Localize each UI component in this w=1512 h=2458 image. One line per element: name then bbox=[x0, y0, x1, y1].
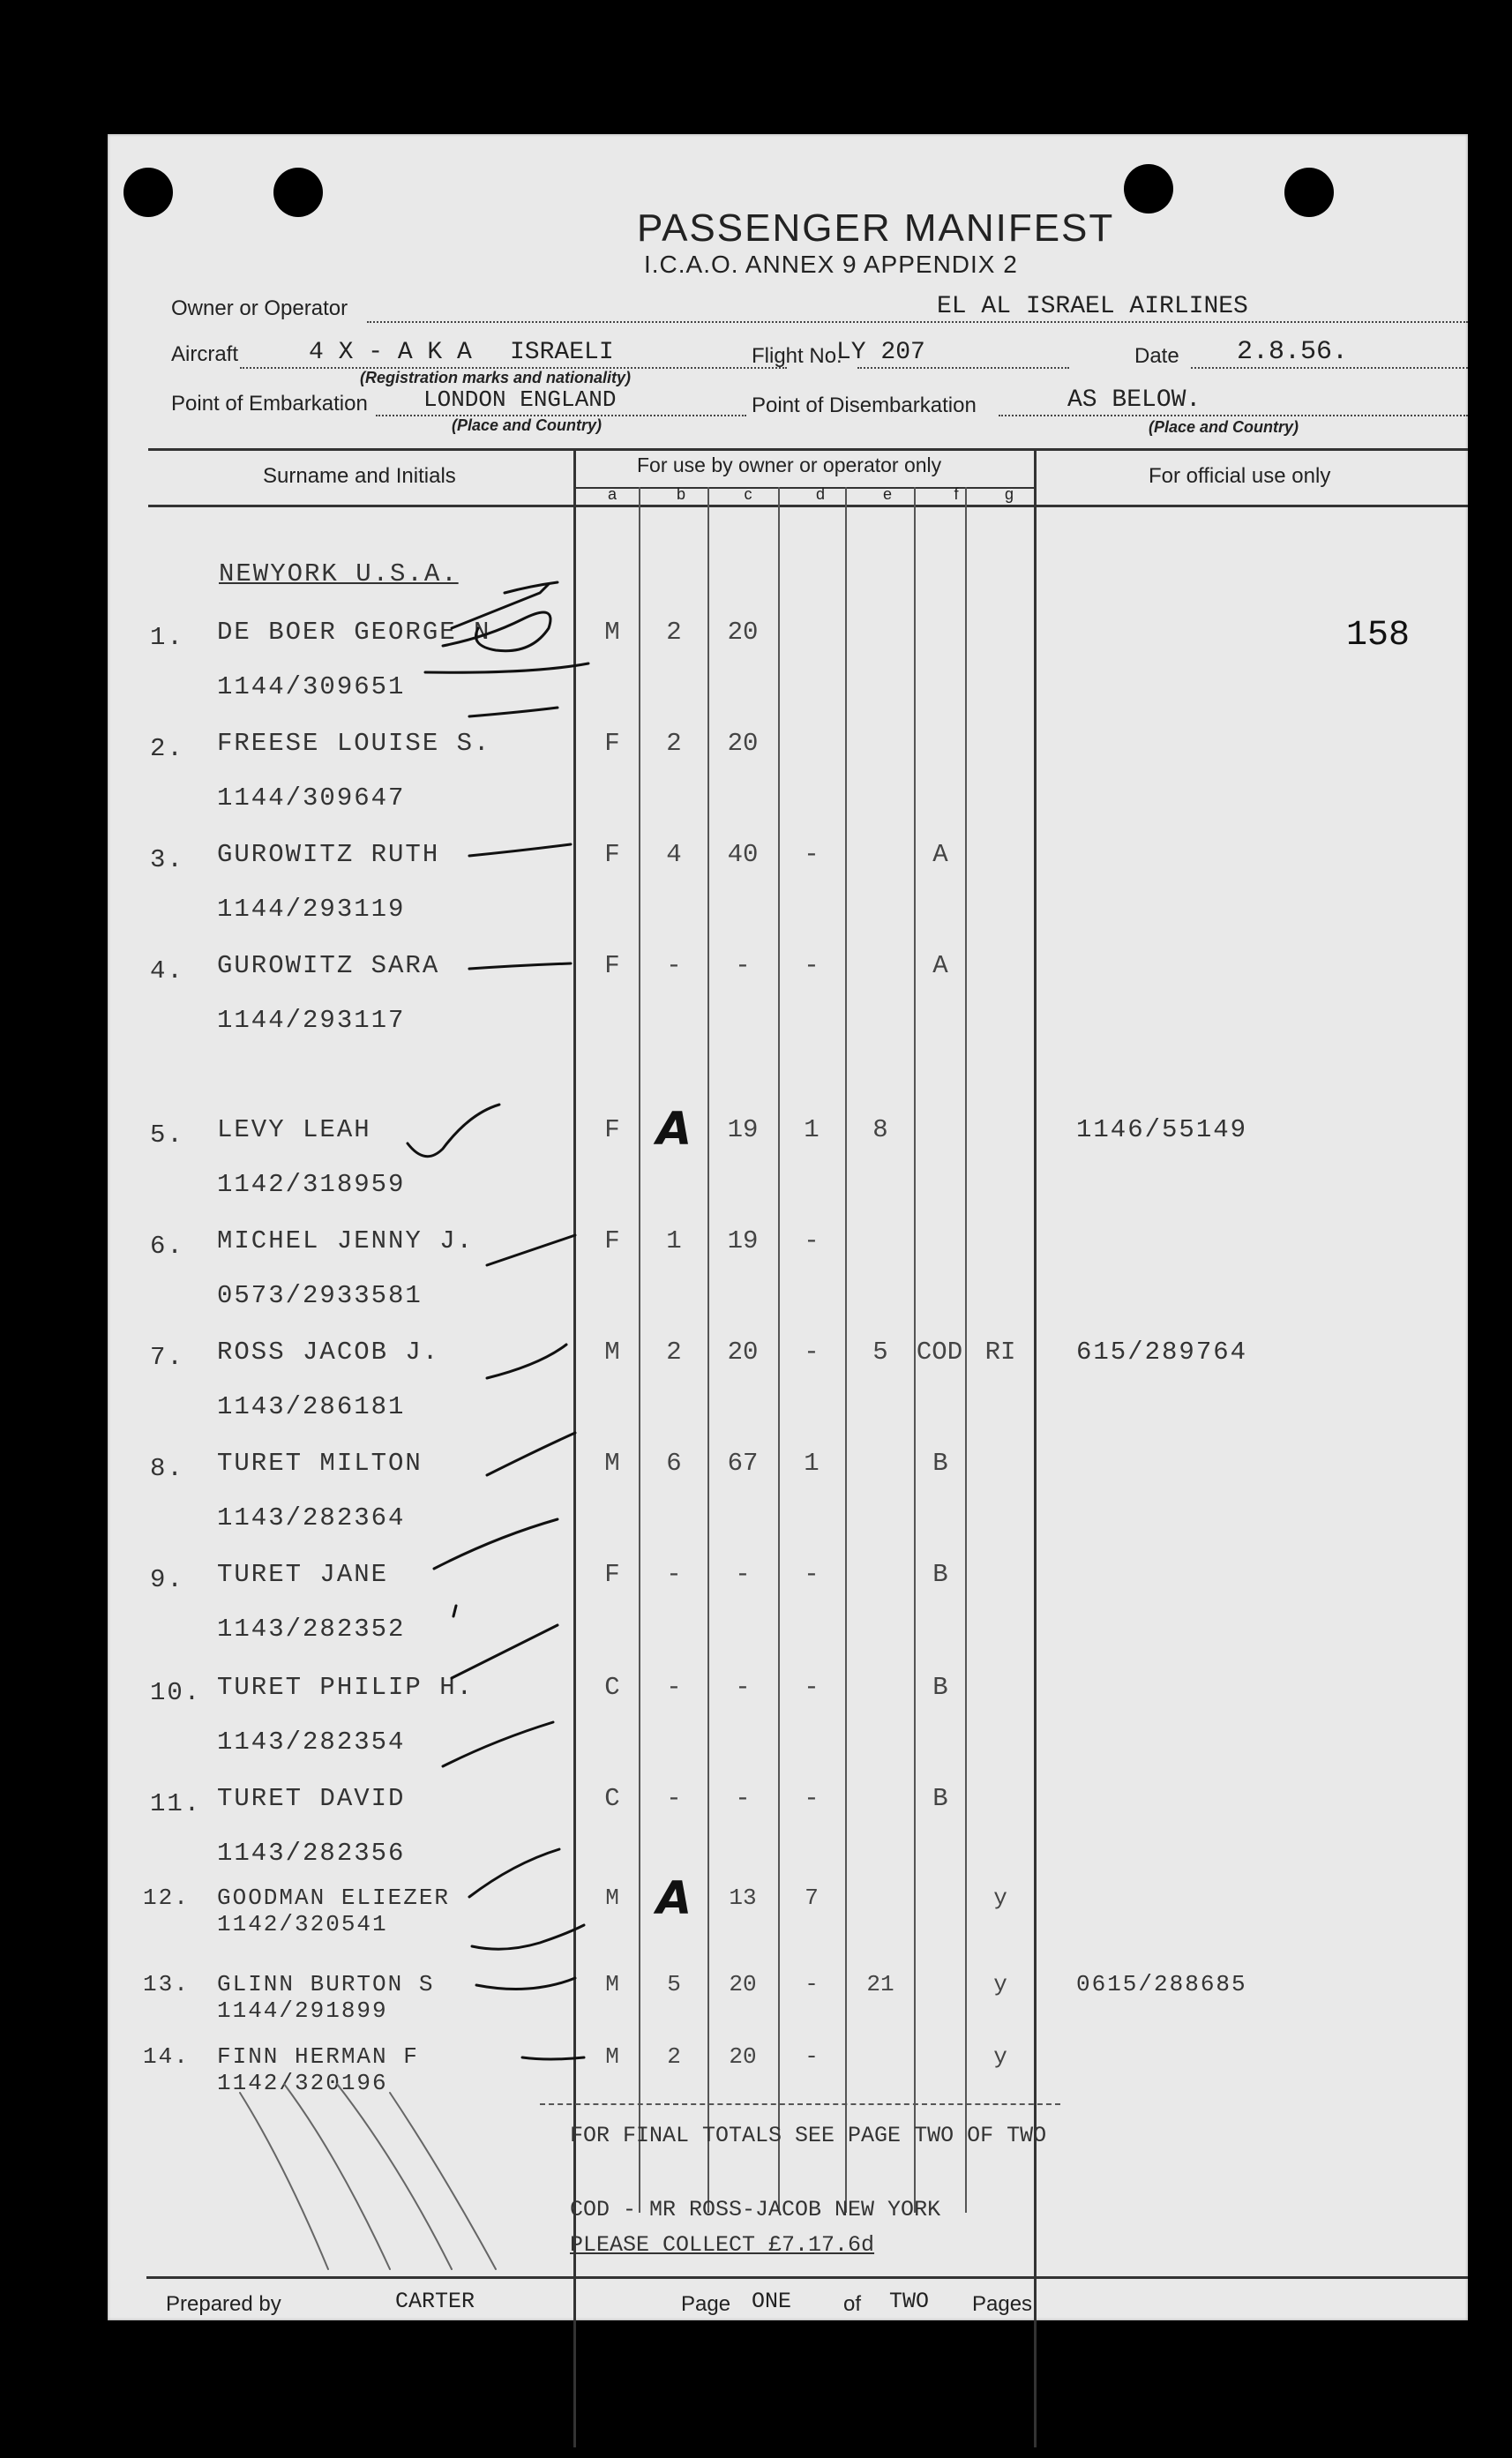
cell-f: A bbox=[932, 951, 948, 980]
cell-f: B bbox=[932, 1673, 948, 1702]
passenger-number: 11. bbox=[150, 1789, 202, 1818]
cell-c: 20 bbox=[727, 618, 759, 647]
cell-a: C bbox=[604, 1784, 620, 1813]
cell-d: - bbox=[804, 1673, 820, 1702]
cell-d: - bbox=[804, 951, 820, 980]
cell-a: M bbox=[604, 1338, 620, 1367]
cell-a: F bbox=[604, 840, 620, 869]
embarkation-value: LONDON ENGLAND bbox=[423, 386, 617, 413]
passenger-number: 1. bbox=[150, 623, 184, 652]
cell-c: 19 bbox=[727, 1115, 759, 1144]
cell-b: A bbox=[656, 1103, 692, 1156]
cell-f: B bbox=[932, 1449, 948, 1478]
disembarkation-label: Point of Disembarkation bbox=[752, 393, 977, 417]
passenger-name: MICHEL JENNY J. bbox=[217, 1226, 475, 1255]
cell-a: F bbox=[604, 729, 620, 758]
cell-b: - bbox=[666, 951, 682, 980]
passenger-number: 13. bbox=[143, 1971, 190, 1997]
ticket-number: 1144/309651 bbox=[217, 672, 406, 701]
passenger-name: TURET MILTON bbox=[217, 1449, 423, 1478]
collect-note: PLEASE COLLECT £7.17.6d bbox=[570, 2232, 875, 2258]
owner-value: EL AL ISRAEL AIRLINES bbox=[937, 293, 1248, 320]
ticket-number: 1144/291899 bbox=[217, 1997, 388, 2024]
page-number: 158 bbox=[1346, 616, 1411, 656]
footer-rule bbox=[146, 2276, 1468, 2279]
date-label: Date bbox=[1134, 344, 1179, 368]
cell-e: 5 bbox=[872, 1338, 888, 1367]
ticket-number: 1144/309647 bbox=[217, 783, 406, 813]
passenger-name: FREESE LOUISE S. bbox=[217, 729, 491, 758]
cell-b: A bbox=[656, 1872, 692, 1925]
cell-e: 8 bbox=[872, 1115, 888, 1144]
place-note-right: (Place and Country) bbox=[1149, 418, 1299, 436]
punch-hole-2 bbox=[273, 168, 323, 217]
page-label: Page bbox=[681, 2292, 731, 2316]
cell-b: 2 bbox=[666, 729, 682, 758]
cell-c: 40 bbox=[727, 840, 759, 869]
cell-c: 20 bbox=[727, 729, 759, 758]
cod-note: COD - MR ROSS-JACOB NEW YORK bbox=[570, 2197, 941, 2222]
passenger-number: 3. bbox=[150, 845, 184, 874]
passenger-name: GLINN BURTON S bbox=[217, 1971, 435, 1997]
cell-d: - bbox=[805, 2043, 819, 2070]
table-top-rule bbox=[148, 448, 1468, 451]
surname-header: Surname and Initials bbox=[263, 464, 456, 488]
flight-value: LY 207 bbox=[836, 339, 925, 366]
passenger-name: TURET PHILIP H. bbox=[217, 1673, 475, 1702]
cell-a: F bbox=[604, 1560, 620, 1589]
cell-c: 20 bbox=[729, 1971, 757, 1997]
cell-f: B bbox=[932, 1784, 948, 1813]
flight-label: Flight No. bbox=[752, 344, 842, 368]
passenger-number: 14. bbox=[143, 2043, 190, 2070]
of-label: of bbox=[843, 2292, 862, 2316]
cell-c: 20 bbox=[727, 1338, 759, 1367]
col-e-header: e bbox=[882, 485, 892, 503]
cell-g: y bbox=[993, 1971, 1007, 1997]
owner-use-header: For use by owner or operator only bbox=[637, 453, 942, 476]
col-g-header: g bbox=[1004, 485, 1014, 503]
ticket-number: 1143/282354 bbox=[217, 1727, 406, 1757]
cell-b: 4 bbox=[666, 840, 682, 869]
cell-d: - bbox=[805, 1971, 819, 1997]
cell-a: M bbox=[604, 618, 620, 647]
passenger-number: 9. bbox=[150, 1565, 184, 1594]
disembarkation-value: AS BELOW. bbox=[1067, 386, 1201, 414]
cell-d: 1 bbox=[804, 1115, 820, 1144]
col-c-header: c bbox=[744, 485, 752, 503]
passenger-name: LEVY LEAH bbox=[217, 1115, 371, 1144]
ticket-number: 1142/320541 bbox=[217, 1911, 388, 1937]
passenger-name: ROSS JACOB J. bbox=[217, 1338, 440, 1367]
passenger-number: 2. bbox=[150, 734, 184, 763]
cell-c: 67 bbox=[727, 1449, 759, 1478]
page-title: PASSENGER MANIFEST bbox=[637, 206, 1115, 250]
passenger-number: 4. bbox=[150, 956, 184, 985]
official-use-value: 0615/288685 bbox=[1076, 1971, 1247, 1997]
cell-e: 21 bbox=[866, 1971, 894, 1997]
ticket-number: 1143/282356 bbox=[217, 1839, 406, 1868]
aircraft-label: Aircraft bbox=[171, 342, 239, 366]
punch-hole-1 bbox=[124, 168, 173, 217]
cell-a: C bbox=[604, 1673, 620, 1702]
cell-b: 1 bbox=[666, 1226, 682, 1255]
official-use-header: For official use only bbox=[1149, 464, 1331, 488]
manifest-sheet bbox=[108, 134, 1468, 2320]
passenger-number: 12. bbox=[143, 1885, 190, 1911]
cell-d: 7 bbox=[805, 1885, 819, 1911]
ticket-number: 1142/320196 bbox=[217, 2070, 388, 2096]
cell-b: 5 bbox=[667, 1971, 681, 1997]
cell-d: - bbox=[804, 1560, 820, 1589]
passenger-name: FINN HERMAN F bbox=[217, 2043, 419, 2070]
registration-note: (Registration marks and nationality) bbox=[360, 369, 632, 386]
punch-hole-3 bbox=[1124, 164, 1173, 214]
date-value: 2.8.56. bbox=[1237, 337, 1349, 367]
place-note-left: (Place and Country) bbox=[452, 416, 603, 434]
owner-label: Owner or Operator bbox=[171, 296, 348, 320]
cell-g: y bbox=[993, 2043, 1007, 2070]
cell-d: - bbox=[804, 1338, 820, 1367]
ticket-number: 1144/293117 bbox=[217, 1006, 406, 1035]
table-header-rule bbox=[148, 505, 1468, 507]
passenger-name: TURET JANE bbox=[217, 1560, 389, 1589]
cell-b: - bbox=[666, 1784, 682, 1813]
ticket-number: 1142/318959 bbox=[217, 1170, 406, 1199]
cell-g: RI bbox=[984, 1338, 1016, 1367]
page-subtitle: I.C.A.O. ANNEX 9 APPENDIX 2 bbox=[644, 251, 1018, 278]
passenger-number: 8. bbox=[150, 1454, 184, 1483]
passenger-number: 10. bbox=[150, 1678, 202, 1707]
ticket-number: 1143/282364 bbox=[217, 1503, 406, 1533]
cell-d: 1 bbox=[804, 1449, 820, 1478]
embarkation-label: Point of Embarkation bbox=[171, 392, 368, 416]
cell-d: - bbox=[804, 1226, 820, 1255]
official-use-value: 615/289764 bbox=[1076, 1338, 1248, 1367]
cell-d: - bbox=[804, 840, 820, 869]
prepared-value: CARTER bbox=[395, 2289, 475, 2314]
passenger-name: TURET DAVID bbox=[217, 1784, 406, 1813]
passenger-number: 5. bbox=[150, 1120, 184, 1150]
col-a-header: a bbox=[607, 485, 617, 503]
cell-g: y bbox=[993, 1885, 1007, 1911]
cell-b: 2 bbox=[667, 2043, 681, 2070]
cell-a: M bbox=[605, 2043, 619, 2070]
cell-a: M bbox=[605, 1885, 619, 1911]
passenger-number: 7. bbox=[150, 1343, 184, 1372]
pages-label: Pages bbox=[972, 2292, 1033, 2316]
cell-a: F bbox=[604, 1226, 620, 1255]
final-totals-note: FOR FINAL TOTALS SEE PAGE TWO OF TWO bbox=[570, 2123, 1047, 2148]
passenger-name: GOODMAN ELIEZER bbox=[217, 1885, 451, 1911]
cell-c: - bbox=[735, 951, 751, 980]
passenger-name: DE BOER GEORGE N bbox=[217, 618, 491, 647]
destination-label: NEWYORK U.S.A. bbox=[219, 559, 459, 588]
cell-b: 2 bbox=[666, 1338, 682, 1367]
aircraft-value: 4 X - A K A bbox=[309, 339, 472, 366]
punch-hole-4 bbox=[1284, 168, 1334, 217]
page-value: ONE bbox=[752, 2289, 792, 2314]
of-value: TWO bbox=[889, 2289, 930, 2314]
cell-c: - bbox=[735, 1560, 751, 1589]
cell-b: - bbox=[666, 1560, 682, 1589]
cell-c: - bbox=[735, 1673, 751, 1702]
cell-c: 19 bbox=[727, 1226, 759, 1255]
ticket-number: 0573/2933581 bbox=[217, 1281, 423, 1310]
cell-f: B bbox=[932, 1560, 948, 1589]
ticket-number: 1143/282352 bbox=[217, 1615, 406, 1644]
cell-b: 6 bbox=[666, 1449, 682, 1478]
col-b-header: b bbox=[676, 485, 685, 503]
aircraft-nationality: ISRAELI bbox=[510, 339, 614, 366]
cell-a: M bbox=[605, 1971, 619, 1997]
col-d-header: d bbox=[815, 485, 825, 503]
cell-c: - bbox=[735, 1784, 751, 1813]
passenger-name: GUROWITZ SARA bbox=[217, 951, 440, 980]
cell-a: M bbox=[604, 1449, 620, 1478]
cell-c: 20 bbox=[729, 2043, 757, 2070]
cell-f: COD bbox=[916, 1338, 963, 1367]
passenger-name: GUROWITZ RUTH bbox=[217, 840, 440, 869]
passenger-number: 6. bbox=[150, 1232, 184, 1261]
official-use-value: 1146/55149 bbox=[1076, 1115, 1248, 1144]
ticket-number: 1144/293119 bbox=[217, 895, 406, 924]
cell-d: - bbox=[804, 1784, 820, 1813]
cell-b: 2 bbox=[666, 618, 682, 647]
cell-a: F bbox=[604, 1115, 620, 1144]
ticket-number: 1143/286181 bbox=[217, 1392, 406, 1421]
cell-c: 13 bbox=[729, 1885, 757, 1911]
cell-a: F bbox=[604, 951, 620, 980]
col-f-header: f bbox=[954, 485, 959, 503]
prepared-label: Prepared by bbox=[166, 2292, 281, 2316]
cell-f: A bbox=[932, 840, 948, 869]
cell-b: - bbox=[666, 1673, 682, 1702]
